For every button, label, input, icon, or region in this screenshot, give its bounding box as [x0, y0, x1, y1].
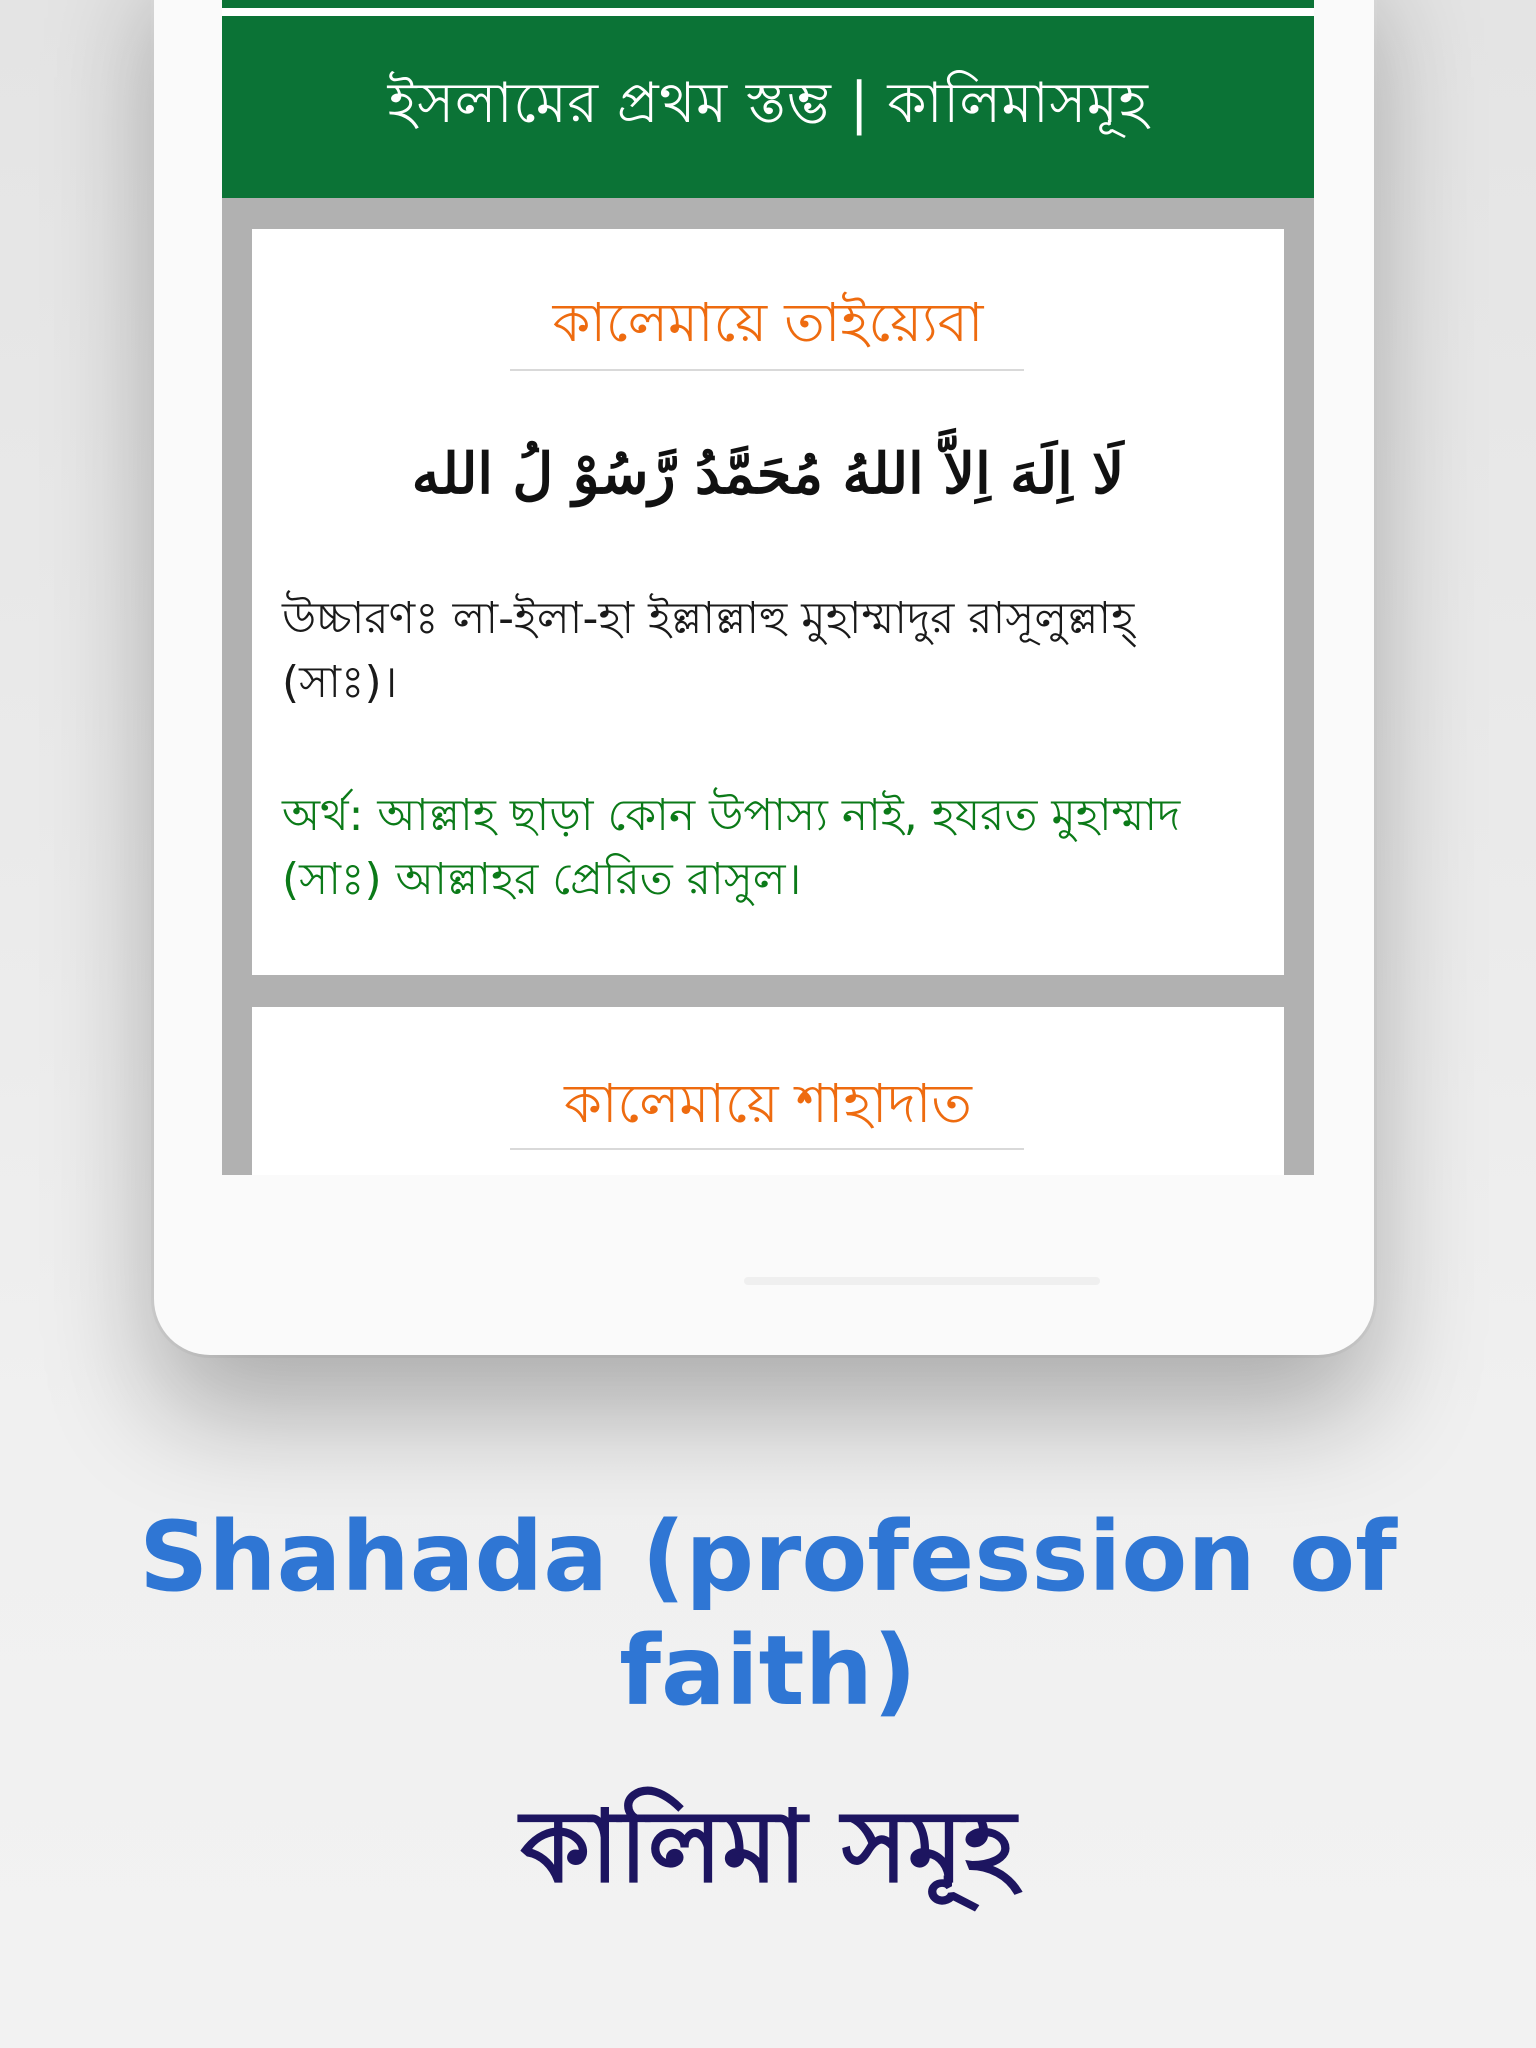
status-strip — [222, 0, 1314, 8]
card-title: কালেমায়ে তাইয়্যেবা — [552, 291, 984, 354]
kalima-card-shahadat[interactable] — [252, 1007, 1284, 1175]
title-divider — [510, 1148, 1024, 1150]
app-bar — [222, 16, 1314, 198]
divider — [222, 8, 1314, 16]
kalima-card-tayyiba[interactable] — [252, 229, 1284, 975]
caption-bengali: কালিমা সমূহ — [520, 1788, 1016, 1905]
caption-english: Shahada (profession of faith) — [139, 1501, 1397, 1727]
pronunciation-text: উচ্চারণঃ লা-ইলা-হা ইল্লাল্লাহু মুহাম্মাদুর রাসূলুল্লাহ্ (সাঃ)। — [282, 593, 1135, 708]
app-screen — [222, 0, 1314, 1175]
page-title: ইসলামের প্রথম স্তম্ভ | কালিমাসমূহ — [387, 71, 1149, 136]
home-indicator[interactable] — [744, 1277, 1100, 1285]
meaning-text: অর্থ: আল্লাহ ছাড়া কোন উপাস্য নাই, হযরত মুহাম্মাদ (সাঃ) আল্লাহর প্রেরিত রাসুল। — [282, 790, 1181, 905]
arabic-text: لَا اِلَهَ اِلاَّ اللهُ مُحَمَّدُ رَّسُوْ لُ الله — [411, 441, 1125, 507]
card-title: কালেমায়ে শাহাদাত — [564, 1072, 972, 1135]
title-divider — [510, 369, 1024, 371]
